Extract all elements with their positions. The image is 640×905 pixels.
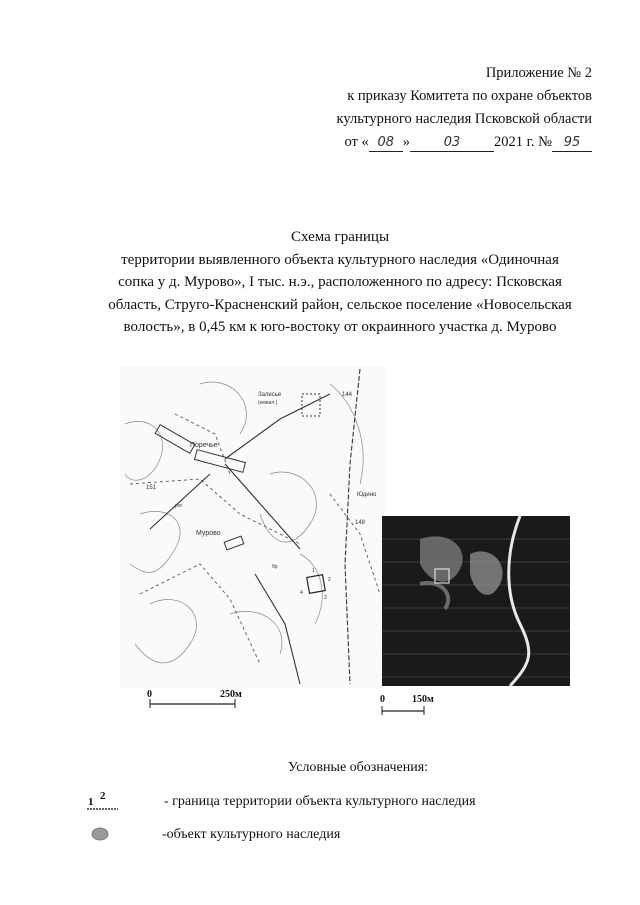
svg-text:Юдино: Юдино	[357, 492, 377, 498]
order-reference: к приказу Комитета по охране объектов	[347, 88, 592, 104]
topo-scale-bar	[147, 689, 242, 708]
svg-text:150м: 150м	[412, 694, 434, 705]
satellite-map	[380, 516, 570, 715]
legend-heading: Условные обозначения:	[288, 760, 429, 775]
order-number: 95	[552, 135, 592, 152]
svg-text:Мурово: Мурово	[196, 530, 221, 537]
svg-text:1: 1	[88, 796, 94, 808]
svg-text:4: 4	[300, 590, 303, 596]
svg-text:2: 2	[328, 577, 331, 583]
svg-text:144: 144	[342, 392, 353, 398]
order-header	[292, 62, 592, 154]
svg-text:148: 148	[355, 520, 366, 526]
committee-name: культурного наследия Псковской области	[336, 111, 592, 127]
svg-text:0: 0	[147, 689, 152, 700]
svg-text:бр: бр	[272, 564, 278, 570]
maps-area	[0, 364, 640, 724]
date-month: 03	[410, 135, 494, 152]
boundary-symbol-icon	[84, 790, 128, 814]
satellite-scale-bar	[380, 694, 434, 715]
svg-text:(нежил.): (нежил.)	[258, 400, 278, 406]
svg-text:1: 1	[312, 568, 315, 574]
svg-text:2: 2	[100, 790, 106, 802]
maps-svg	[0, 364, 640, 724]
boundary-legend-text: - граница территории объекта культурного наследия	[164, 794, 476, 809]
order-date-line: от « 08 » 03 2021 г. № 95	[292, 131, 592, 154]
svg-text:250м: 250м	[220, 689, 242, 700]
topo-map	[120, 366, 385, 708]
object-legend-text: -объект культурного наследия	[162, 827, 341, 842]
svg-text:Поречье: Поречье	[190, 442, 218, 449]
svg-text:Залесье: Залесье	[258, 392, 282, 398]
svg-text:0: 0	[380, 694, 385, 705]
date-day: 08	[369, 135, 403, 152]
appendix-number: Приложение № 2	[485, 65, 592, 81]
svg-text:3: 3	[324, 595, 327, 601]
svg-text:151: 151	[146, 485, 157, 491]
object-symbol-icon	[88, 826, 112, 842]
scheme-title: Схема границы территории выявленного объекта культурного наследия «Одиночная сопка у д. Мурово», I тыс. н.э., расположенного по адресу: Псковская область, Струго-Красненский район, сельское поселение «Новосельская волость», в 0,45 км к юго-востоку от окраинного участка д. Мурово	[108, 229, 572, 335]
svg-text:рог: рог	[175, 503, 183, 509]
